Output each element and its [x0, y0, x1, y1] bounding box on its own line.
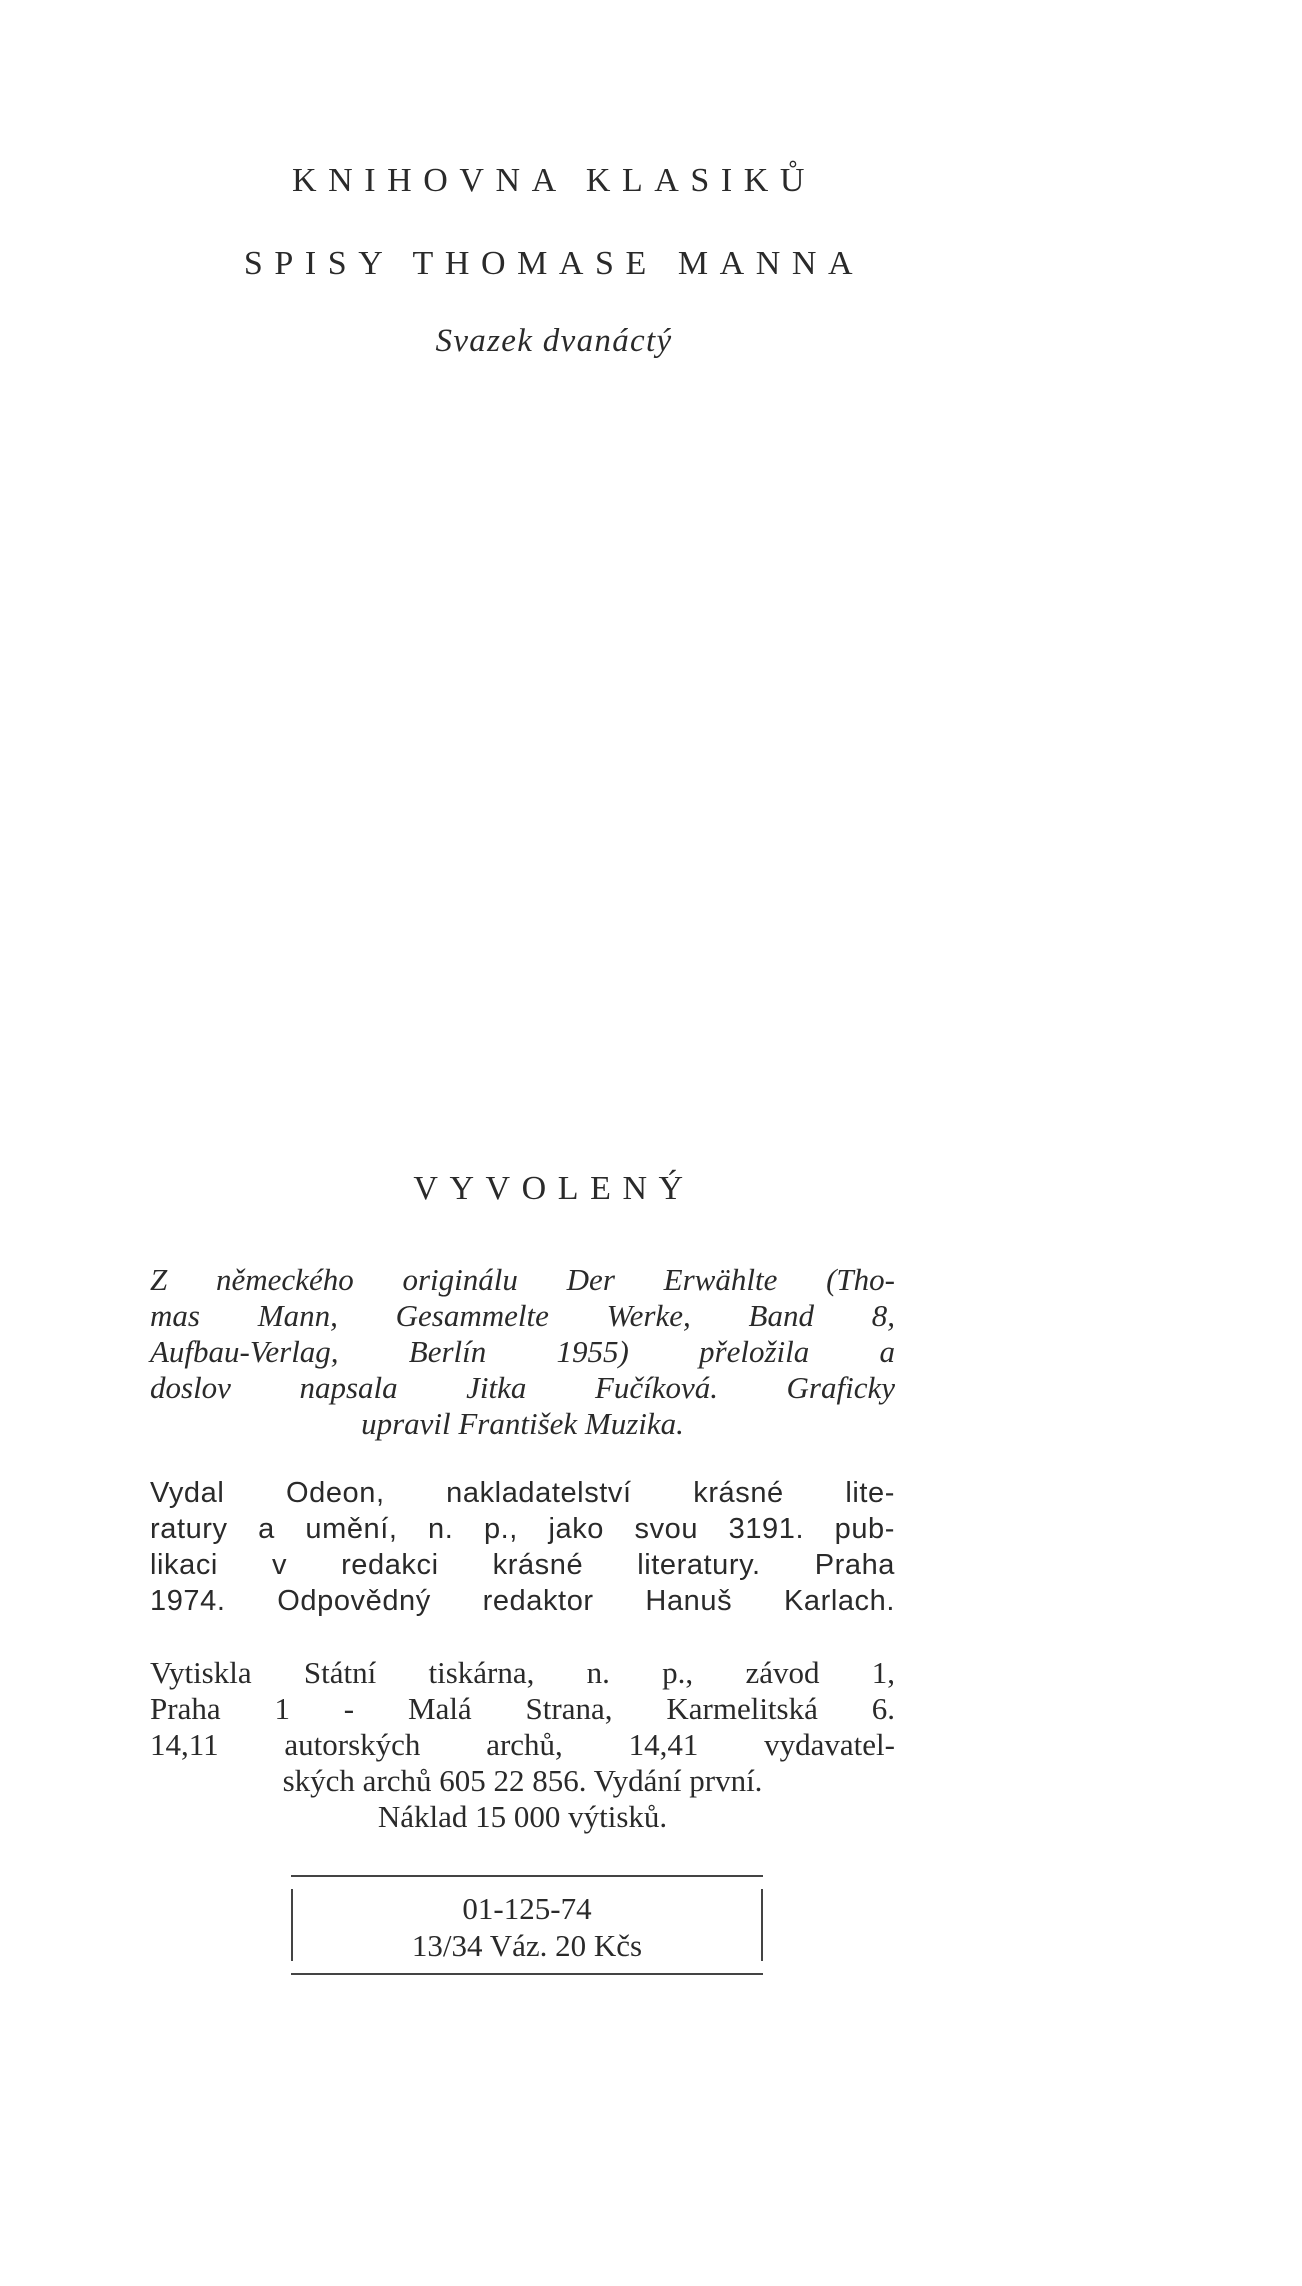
- printer-note-line: ských archů 605 22 856. Vydání první.: [282, 1763, 763, 1798]
- publisher-note: [150, 1475, 895, 1619]
- printer-note: [150, 1655, 895, 1835]
- printer-note-line: 14,11 autorských archů, 14,41 vydavatel-: [150, 1727, 895, 1762]
- translation-note-line: Z německého originálu Der Erwählte (Tho-: [150, 1262, 895, 1297]
- printer-note-line: Praha 1 - Malá Strana, Karmelitská 6.: [150, 1691, 895, 1726]
- imprint-price: 13/34 Váz. 20 Kčs: [411, 1928, 643, 1963]
- library-series-title: KNIHOVNA KLASIKŮ: [292, 162, 816, 199]
- publisher-note-line: 1974. Odpovědný redaktor Hanuš Karlach.: [150, 1585, 895, 1617]
- imprint-top-rule: [291, 1875, 763, 1877]
- printer-note-line: Náklad 15 000 výtisků.: [377, 1799, 668, 1834]
- printer-note-line: Vytiskla Státní tiskárna, n. p., závod 1,: [150, 1655, 895, 1690]
- publisher-note-line: ratury a umění, n. p., jako svou 3191. pub-: [150, 1513, 895, 1545]
- publisher-note-line: Vydal Odeon, nakladatelství krásné lite-: [150, 1477, 895, 1509]
- translation-note-line: mas Mann, Gesammelte Werke, Band 8,: [150, 1298, 895, 1333]
- translation-note-line: doslov napsala Jitka Fučíková. Graficky: [150, 1370, 895, 1405]
- translation-note: [150, 1262, 895, 1442]
- translation-note-line: upravil František Muzika.: [361, 1406, 684, 1441]
- book-title: VYVOLENÝ: [413, 1170, 695, 1207]
- publisher-note-line: likaci v redakci krásné literatury. Praha: [150, 1549, 895, 1581]
- volume-number: Svazek dvanáctý: [435, 323, 673, 359]
- imprint-box: [291, 1875, 763, 1975]
- collected-works-title: SPISY THOMASE MANNA: [243, 245, 865, 282]
- imprint-bottom-rule: [291, 1973, 763, 1975]
- translation-note-line: Aufbau-Verlag, Berlín 1955) přeložila a: [150, 1334, 895, 1369]
- imprint-code: 01-125-74: [462, 1891, 592, 1926]
